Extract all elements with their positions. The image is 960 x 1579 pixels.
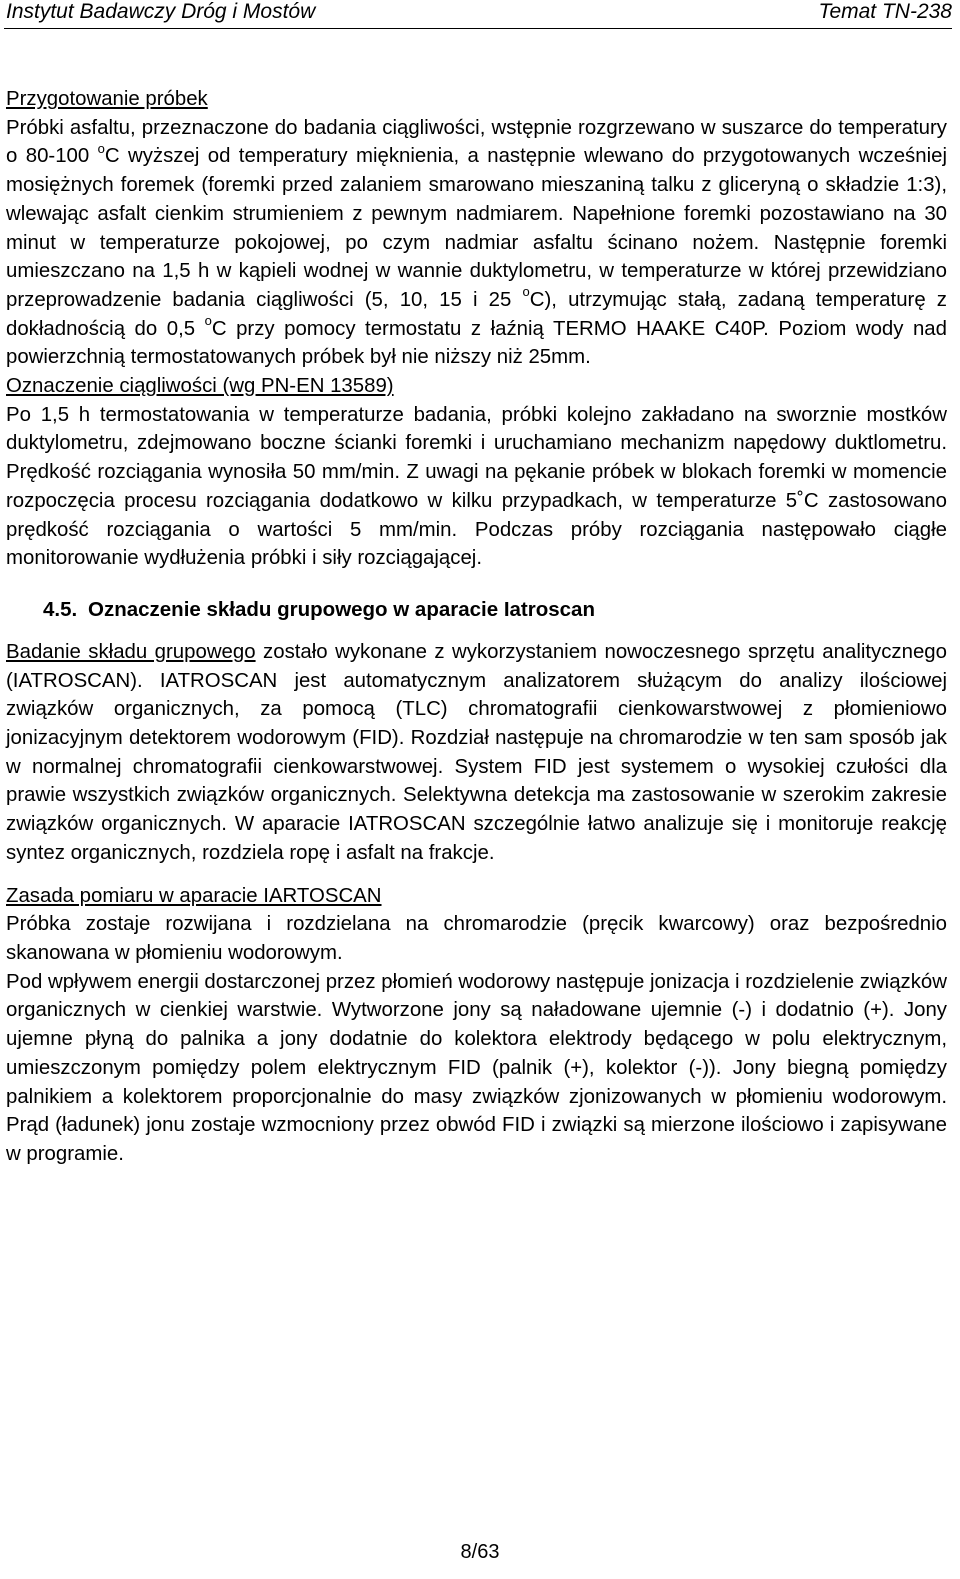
ductility-paragraph — [6, 372, 947, 573]
group-composition-paragraph — [6, 638, 947, 868]
paragraph-spacer — [6, 868, 947, 882]
measurement-principle-text-1: Próbka zostaje rozwijana i rozdzielana na chromarodzie (pręcik kwarcowy) oraz bezpośrednio skanowana w płomieniu wodorowym. — [6, 913, 947, 964]
group-composition-text: zostało wykonane z wykorzystaniem nowoczesnego sprzętu analitycznego (IATROSCAN). IATROSCAN jest automatycznym analizatorem służącym do analizy ilościowej związków organicznych, za pomocą (TLC) chromatografii cienkowarstwowej z płomieniowo jonizacyjnym detektorem wodorowym (FID). Rozdział następuje na chromarodzie w ten sam sposób jak w normalnej chromatografii cienkowarstwowej. System FID jest systemem o wysokiej czułości dla prawie wszystkich związków organicznych. Selektywna detekcja ma zastosowanie w szerokim zakresie związków organicznych. W aparacie IATROSCAN szczególnie łatwo analizuje się i monitoruje reakcję syntez organicznych, rozdziela ropę i asfalt na frakcje. — [6, 640, 947, 864]
measurement-principle-paragraph-1 — [6, 882, 947, 968]
sample-preparation-heading: Przygotowanie próbek — [6, 88, 208, 110]
group-composition-lead: Badanie składu grupowego — [6, 640, 256, 663]
degree-superscript: o — [204, 312, 212, 328]
section-heading — [43, 596, 947, 624]
sample-preparation-text-4: C przy pomocy termostatu z łaźnią TERMO HAAKE C40P. Poziom wody nad powierzchnią termostatowanych próbek był nie niższy niż 25mm. — [6, 317, 947, 369]
degree-superscript: o — [522, 284, 530, 300]
page-number: 8/63 — [460, 1541, 500, 1563]
page-header — [6, 0, 952, 26]
section-number: 4.5. — [43, 597, 78, 621]
measurement-principle-heading: Zasada pomiaru w aparacie IARTOSCAN — [6, 884, 382, 907]
section-title: Oznaczenie składu grupowego w aparacie Iatroscan — [88, 597, 595, 621]
ductility-text: Po 1,5 h termostatowania w temperaturze badania, próbki kolejno zakładano na sworznie mostków duktylometru, zdejmowano boczne ścianki foremki i uruchamiano mechanizm napędowy duktlometru. Prędkość rozciągania wynosiła 50 mm/min. Z uwagi na pękanie próbek w blokach foremki w momencie rozpoczęcia procesu rozciągania dodatkowo w kilku przypadkach, w temperaturze 5˚C zastosowano prędkość rozciągania o wartości 5 mm/min. Podczas próby rozciągania następowało ciągłe monitorowanie wydłużenia próbki i siły rozciągającej. — [6, 403, 947, 570]
sample-preparation-paragraph — [6, 85, 947, 372]
ductility-heading: Oznaczenie ciągliwości (wg PN-EN 13589) — [6, 375, 394, 398]
sample-preparation-text-3: C), utrzymując stałą, zadaną temperaturę z dokładnością do 0,5 — [6, 288, 947, 340]
document-body — [6, 85, 947, 1169]
sample-preparation-text-1: Próbki asfaltu, przeznaczone do badania ciągliwości, wstępnie rozgrzewano w suszarce do temperatury o 80-100 — [6, 116, 947, 168]
degree-superscript: o — [97, 140, 105, 156]
header-topic: Temat TN-238 — [818, 0, 952, 23]
measurement-principle-text-2: Pod wpływem energii dostarczonej przez płomień wodorowy następuje jonizacja i rozdzielenie związków organicznych w cienkiej warstwie. Wytworzone jony są naładowane ujemnie (-) i dodatnio (+). Jony ujemne płyną do palnika a jony dodatnie do kolektora elektrody będącego w polu elektrycznym, umieszczonym pomiędzy polem elektrycznym FID (palnik (+), kolektor (-)). Jony biegną pomiędzy palnikiem a kolektorem proporcjonalnie do masy związków zjonizowanych w płomieniu wodorowym. Prąd (ładunek) jonu zostaje wzmocniony przez obwód FID i związki są mierzone ilościowo i zapisywane w programie. — [6, 970, 947, 1165]
header-divider — [4, 28, 952, 29]
sample-preparation-text-2: C wyższej od temperatury mięknienia, a następnie wlewano do przygotowanych wcześniej mosiężnych foremek (foremki przed zalaniem smarowano mieszaniną talku z gliceryną o składzie 1:3), wlewając asfalt cienkim strumieniem z pewnym nadmiarem. Napełnione foremki pozostawiano na 30 minut w temperaturze pokojowej, po czym nadmiar asfaltu ścinano nożem. Następnie foremki umieszczano na 1,5 h w kąpieli wodnej w wannie duktylometru, w temperaturze w której przewidziano przeprowadzenie badania ciągliwości (5, 10, 15 i 25 — [6, 145, 947, 311]
measurement-principle-paragraph-2 — [6, 968, 947, 1169]
header-institute: Instytut Badawczy Dróg i Mostów — [6, 0, 316, 23]
